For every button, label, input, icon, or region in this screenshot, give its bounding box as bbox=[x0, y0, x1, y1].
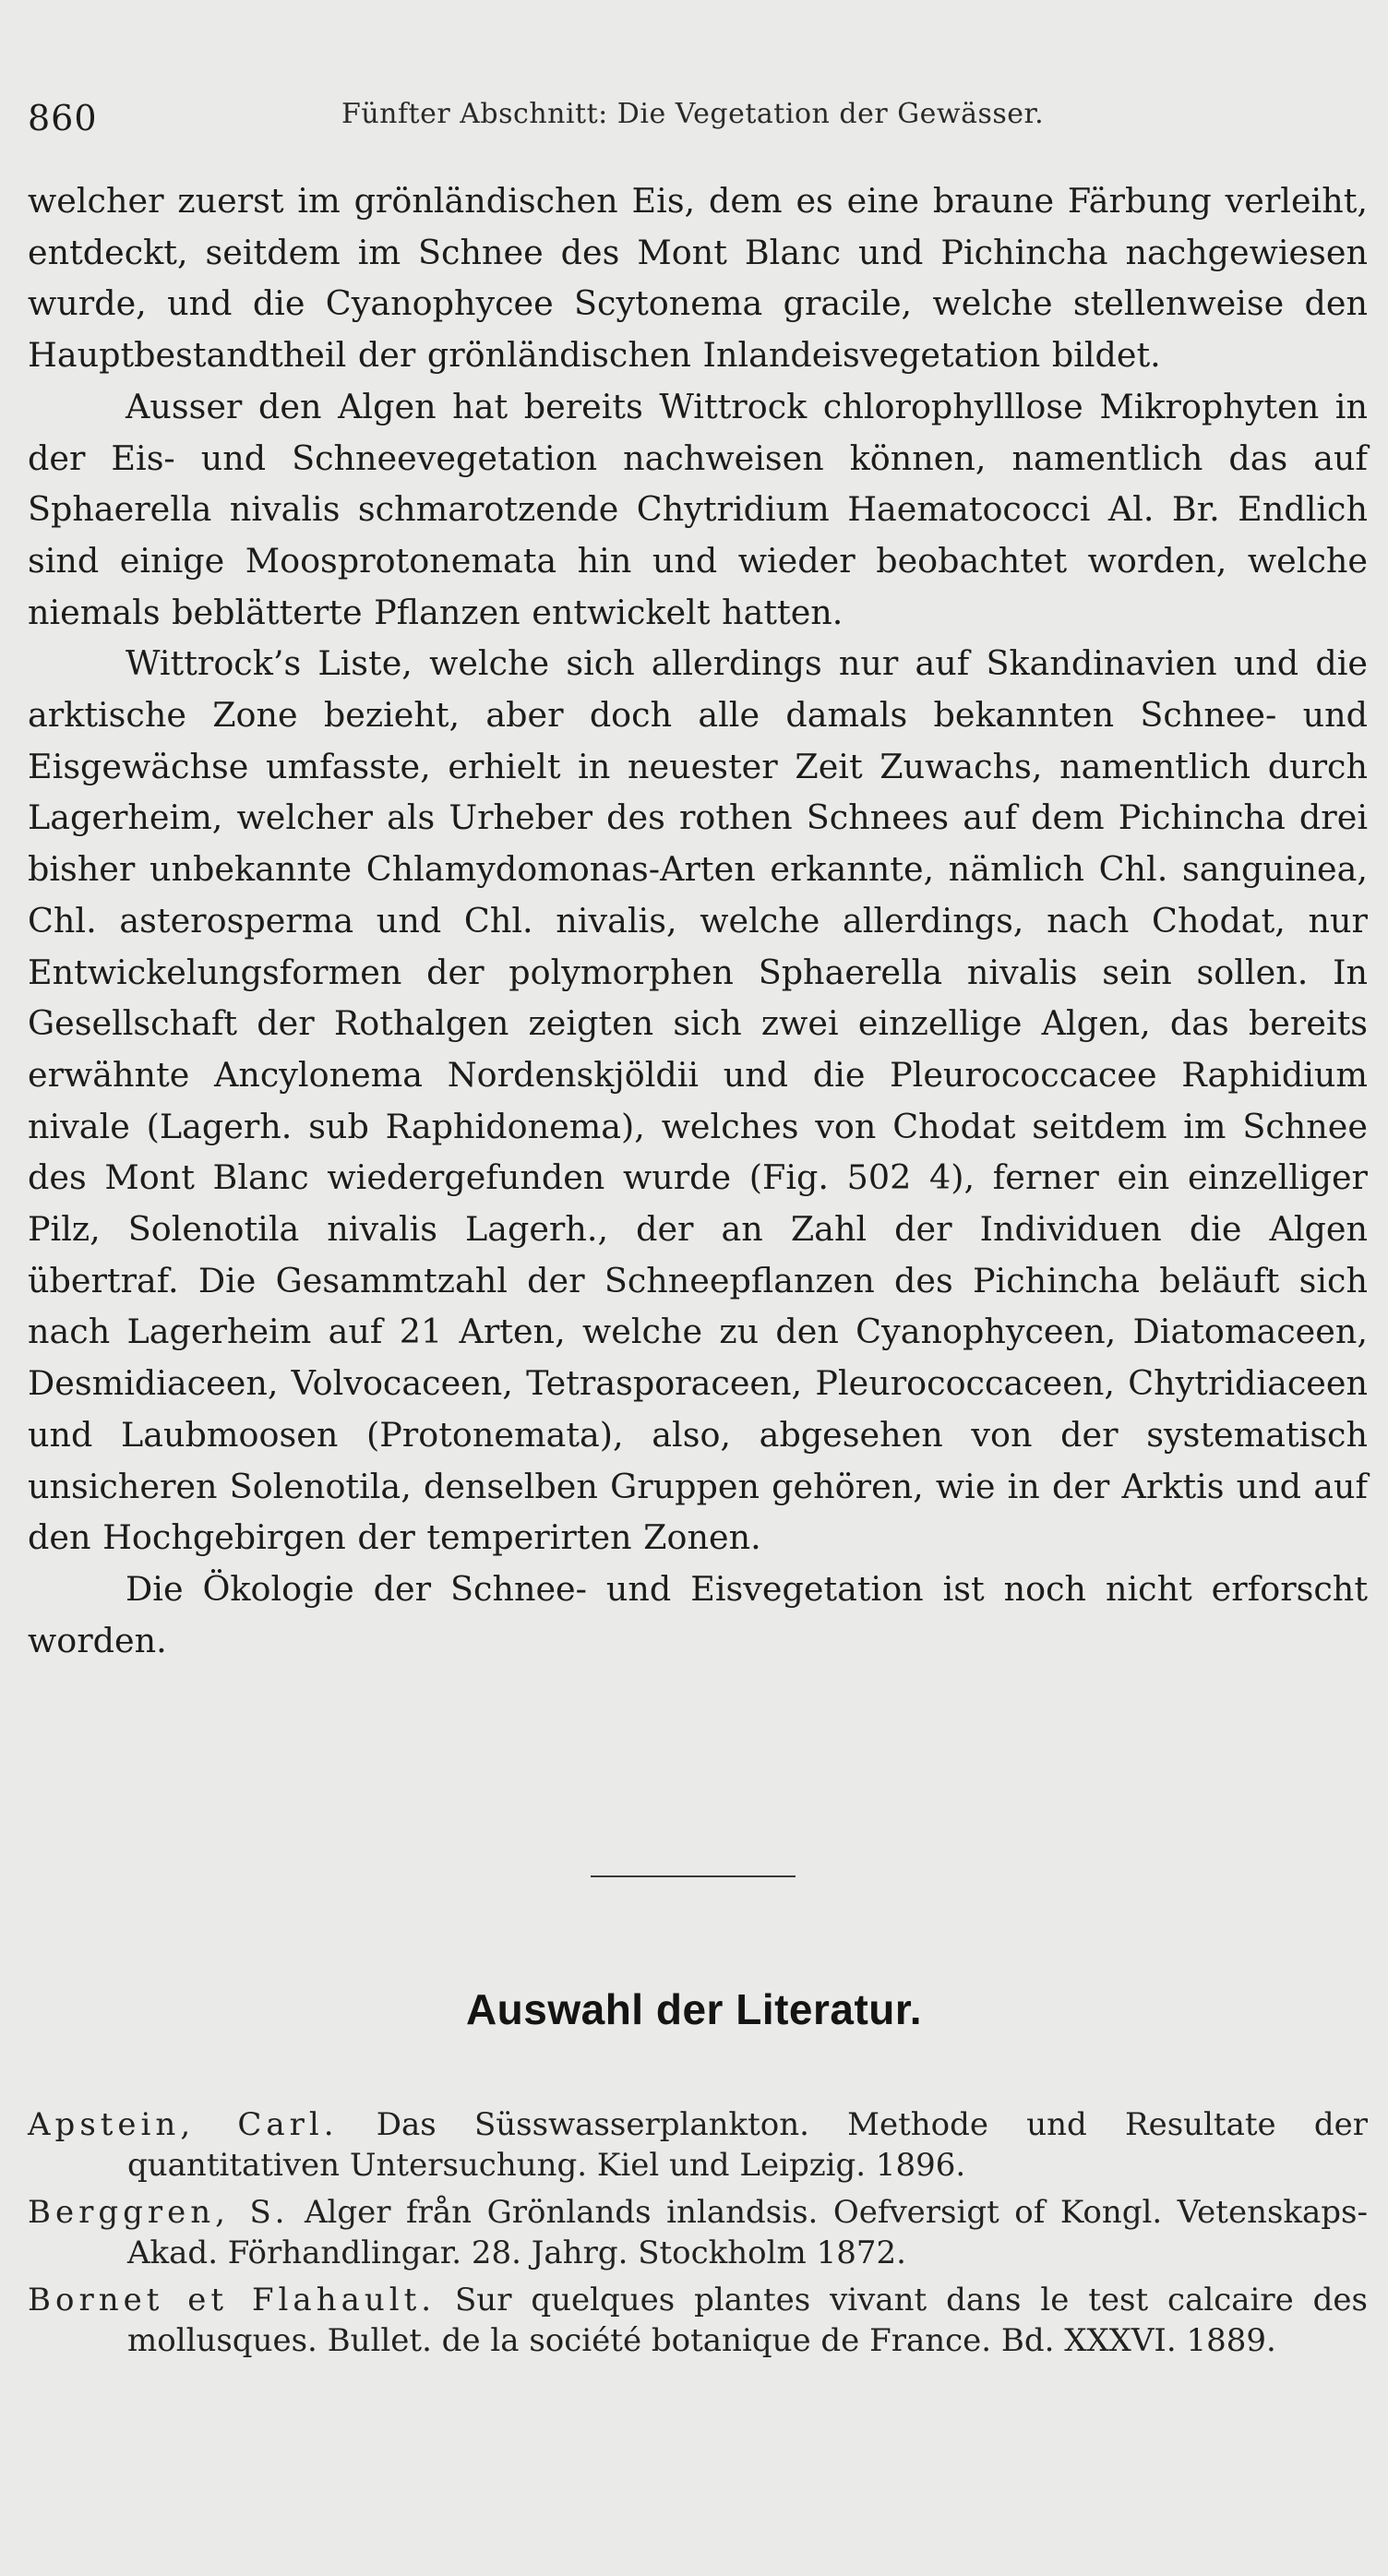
reference-entry bbox=[28, 2104, 1368, 2186]
paragraph-continuation: welcher zuerst im grönländischen Eis, dem es eine braune Färbung verleiht, entdeckt, seitdem im Schnee des Mont Blanc und Pichincha nachgewiesen wurde, und die Cyanophycee Scytonema gracile, welche stellenweise den Hauptbestandtheil der grönländischen Inlandeisvegetation bildet. bbox=[28, 181, 1368, 376]
page-number: 860 bbox=[28, 98, 98, 138]
body-text bbox=[28, 175, 1368, 1666]
reference-author: Bornet et Flahault. bbox=[28, 2282, 437, 2318]
section-heading: Auswahl der Literatur. bbox=[465, 1985, 923, 2033]
section-divider bbox=[591, 1875, 796, 1877]
reference-entry bbox=[28, 2192, 1368, 2273]
running-title: Fünfter Abschnitt: Die Vegetation der Gewässer. bbox=[341, 98, 1045, 130]
paragraph-wittrock-microphytes: Ausser den Algen hat bereits Wittrock chlorophylllose Mikrophyten in der Eis- und Schneevegetation nachweisen können, namentlich das auf Sphaerella nivalis schmarotzende Chytridium Haematococci Al. Br. Endlich sind einige Moosprotonemata hin und wieder beobachtet worden, welche niemals beblätterte Pflanzen entwickelt hatten. bbox=[28, 386, 1368, 632]
reference-author: Apstein, Carl. bbox=[28, 2106, 339, 2143]
reference-list bbox=[28, 2104, 1368, 2367]
reference-text: Das Süsswasserplankton. Methode und Resultate der quantitativen Untersuchung. Kiel und Leipzig. 1896. bbox=[127, 2106, 1368, 2184]
reference-text: Alger från Grönlands inlandsis. Oefversigt of Kongl. Vetenskaps-Akad. Förhandlingar. 28. Jahrg. Stockholm 1872. bbox=[127, 2194, 1368, 2271]
page-header bbox=[28, 90, 1368, 146]
reference-entry bbox=[28, 2280, 1368, 2361]
paragraph-wittrock-list: Wittrock’s Liste, welche sich allerdings nur auf Skandinavien und die arktische Zone bezieht, aber doch alle damals bekannten Schnee- und Eisgewächse umfasste, erhielt in neuester Zeit Zuwachs, namentlich durch Lagerheim, welcher als Urheber des rothen Schnees auf dem Pichincha drei bisher unbekannte Chlamydomonas-Arten erkannte, nämlich Chl. sanguinea, Chl. asterosperma und Chl. nivalis, welche allerdings, nach Chodat, nur Entwickelungsformen der polymorphen Sphaerella nivalis sein sollen. In Gesellschaft der Rothalgen zeigten sich zwei einzellige Algen, das bereits erwähnte Ancylonema Nordenskjöldii und die Pleurococcacee Raphidium nivale (Lagerh. sub Raphidonema), welches von Chodat seitdem im Schnee des Mont Blanc wiedergefunden wurde (Fig. 502 4), ferner ein einzelliger Pilz, Solenotila nivalis Lagerh., der an Zahl der Individuen die Algen übertraf. Die Gesammtzahl der Schneepflanzen des Pichincha beläuft sich nach Lagerheim auf 21 Arten, welche zu den Cyanophyceen, Diatomaceen, Desmidiaceen, Volvocaceen, Tetrasporaceen, Pleurococcaceen, Chytridiaceen und Laubmoosen (Protonemata), also, abgesehen von der systematisch unsicheren Solenotila, denselben Gruppen gehören, wie in der Arktis und auf den Hochgebirgen der temperirten Zonen. bbox=[28, 643, 1368, 1558]
paragraph-ecology: Die Ökologie der Schnee- und Eisvegetation ist noch nicht erforscht worden. bbox=[28, 1568, 1368, 1660]
reference-text: Sur quelques plantes vivant dans le test calcaire des mollusques. Bullet. de la société botanique de France. Bd. XXXVI. 1889. bbox=[127, 2282, 1369, 2359]
reference-author: Berggren, S. bbox=[28, 2194, 290, 2231]
